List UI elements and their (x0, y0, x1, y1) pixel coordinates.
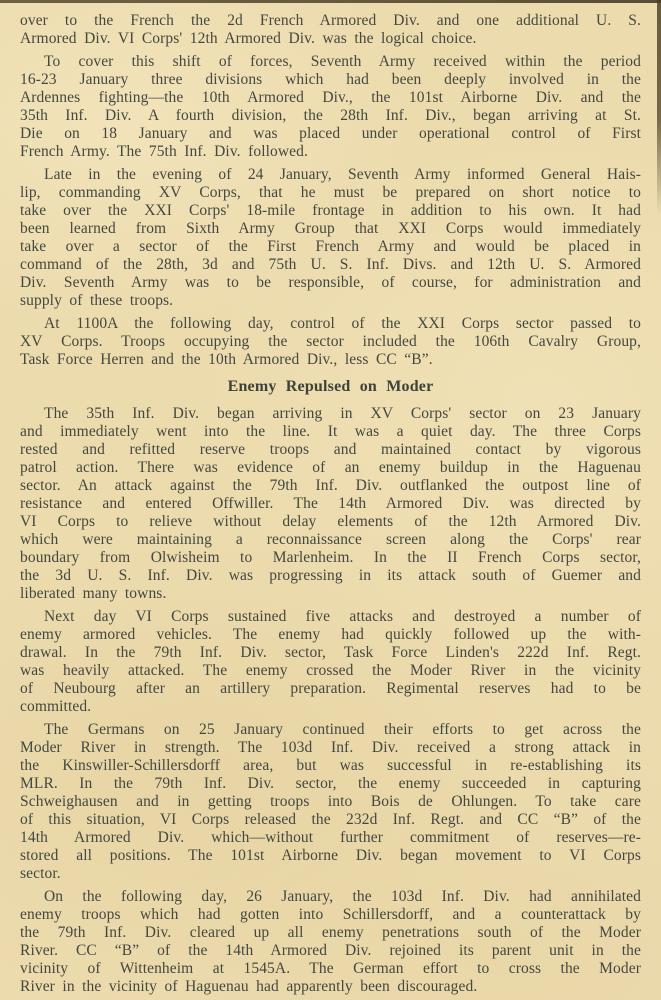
text-line: liberated many towns. (20, 585, 167, 602)
text-line: committed. (20, 698, 92, 715)
document-text (20, 12, 641, 1000)
text-line: vicinity of Wittenheim at 1545A. The German effort to cross the Moder (20, 960, 641, 977)
text-line: Div. Seventh Army was to be responsible, of course, for administration and (20, 274, 641, 291)
text-line: 14th Armored Div. which—without further commitment of reserves—re- (20, 829, 641, 846)
text-line: boundary from Olwisheim to Marlenheim. In the II French Corps sector, (20, 549, 641, 566)
text-line: over to the French the 2d French Armored Div. and one additional U. S. (20, 12, 641, 29)
text-line: Die on 18 January and was placed under operational control of First (20, 125, 641, 142)
text-line: and immediately went into the line. It was a quiet day. The three Corps (20, 423, 641, 440)
text-line: Late in the evening of 24 January, Seventh Army informed General Hais- (44, 166, 641, 183)
text-line: resistance and entered Offwiller. The 14th Armored Div. was directed by (20, 495, 641, 512)
text-line: To cover this shift of forces, Seventh Army received within the period (44, 53, 641, 70)
text-line: enemy troops which had gotten into Schillersdorff, and a counterattack by (20, 906, 641, 923)
text-line: Next day VI Corps sustained five attacks and destroyed a number of (44, 608, 641, 625)
text-line: the 79th Inf. Div. cleared up all enemy penetrations south of the Moder (20, 924, 641, 941)
text-line: sector. An attack against the 79th Inf. Div. outflanked the outpost line of (20, 477, 641, 494)
text-line: Armored Div. VI Corps' 12th Armored Div. was the logical choice. (20, 30, 477, 47)
text-line: take over the XXI Corps' 18-mile frontage in addition to his own. It had (20, 202, 641, 219)
scan-edge-right-artifact (657, 0, 661, 215)
text-line: the 3d U. S. Inf. Div. was progressing in its attack south of Guemer and (20, 567, 641, 584)
text-line: rested and refitted reserve troops and maintained contact by vigorous (20, 441, 641, 458)
text-line: At 1100A the following day, control of the XXI Corps sector passed to (44, 315, 641, 332)
paragraph (20, 608, 641, 716)
text-line: On the following day, 26 January, the 103d Inf. Div. had annihilated (44, 888, 641, 905)
text-line: sector. (20, 865, 61, 882)
paragraph (20, 888, 641, 996)
text-line: the Kinswiller-Schillersdorff area, but was successful in re-establishing its (20, 757, 641, 774)
text-line: Moder River in strength. The 103d Inf. Div. received a strong attack in (20, 739, 641, 756)
text-line: of this situation, VI Corps released the 232d Inf. Regt. and CC “B” of the (20, 811, 641, 828)
text-line: The 35th Inf. Div. began arriving in XV Corps' sector on 23 January (44, 405, 641, 422)
paragraph (20, 166, 641, 310)
text-line: Schweighausen and in getting troops into Bois de Ohlungen. To take care (20, 793, 641, 810)
scan-edge-top-artifact (0, 0, 661, 3)
text-line: 16-23 January three divisions which had been deeply involved in the (20, 71, 641, 88)
text-line: which were maintaining a reconnaissance screen along the Corps' rear (20, 531, 641, 548)
text-line: drawal. In the 79th Inf. Div. sector, Task Force Linden's 222d Inf. Regt. (20, 644, 641, 661)
text-line: Task Force Herren and the 10th Armored Div., less CC “B”. (20, 351, 433, 368)
text-line: French Army. The 75th Inf. Div. followed. (20, 143, 308, 160)
paragraph (20, 405, 641, 603)
text-line: VI Corps to relieve without delay elements of the 12th Armored Div. (20, 513, 641, 530)
text-line: MLR. In the 79th Inf. Div. sector, the enemy succeeded in capturing (20, 775, 641, 792)
text-line: patrol action. There was evidence of an enemy buildup in the Haguenau (20, 459, 641, 476)
text-line: stored all positions. The 101st Airborne Div. began movement to VI Corps (20, 847, 641, 864)
text-line: 35th Inf. Div. A fourth division, the 28th Inf. Div., began arriving at St. (20, 107, 641, 124)
paragraph (20, 315, 641, 369)
text-line: lip, commanding XV Corps, that he must be prepared on short notice to (20, 184, 641, 201)
paragraph (20, 721, 641, 883)
text-line: command of the 28th, 3d and 75th U. S. Inf. Divs. and 12th U. S. Armored (20, 256, 641, 273)
text-line: take over a sector of the First French Army and would be placed in (20, 238, 641, 255)
text-line: was heavily attacked. The enemy crossed the Moder River in the vicinity (20, 662, 641, 679)
text-line: The Germans on 25 January continued their efforts to get across the (44, 721, 641, 738)
text-line: River. CC “B” of the 14th Armored Div. rejoined its parent unit in the (20, 942, 641, 959)
text-line: supply of these troops. (20, 292, 174, 309)
text-line: Ardennes fighting—the 10th Armored Div., the 101st Airborne Div. and the (20, 89, 641, 106)
paragraph (20, 12, 641, 48)
section-heading: Enemy Repulsed on Moder (227, 378, 434, 395)
text-line: enemy armored vehicles. The enemy had quickly followed up the with- (20, 626, 641, 643)
text-line: of Neubourg after an artillery preparation. Regimental reserves had to be (20, 680, 641, 697)
text-line: River in the vicinity of Haguenau had apparently been discouraged. (20, 978, 478, 995)
text-line: been learned from Sixth Army Group that XXI Corps would immediately (20, 220, 641, 237)
paragraph (20, 53, 641, 161)
text-line: XV Corps. Troops occupying the sector included the 106th Cavalry Group, (20, 333, 641, 350)
